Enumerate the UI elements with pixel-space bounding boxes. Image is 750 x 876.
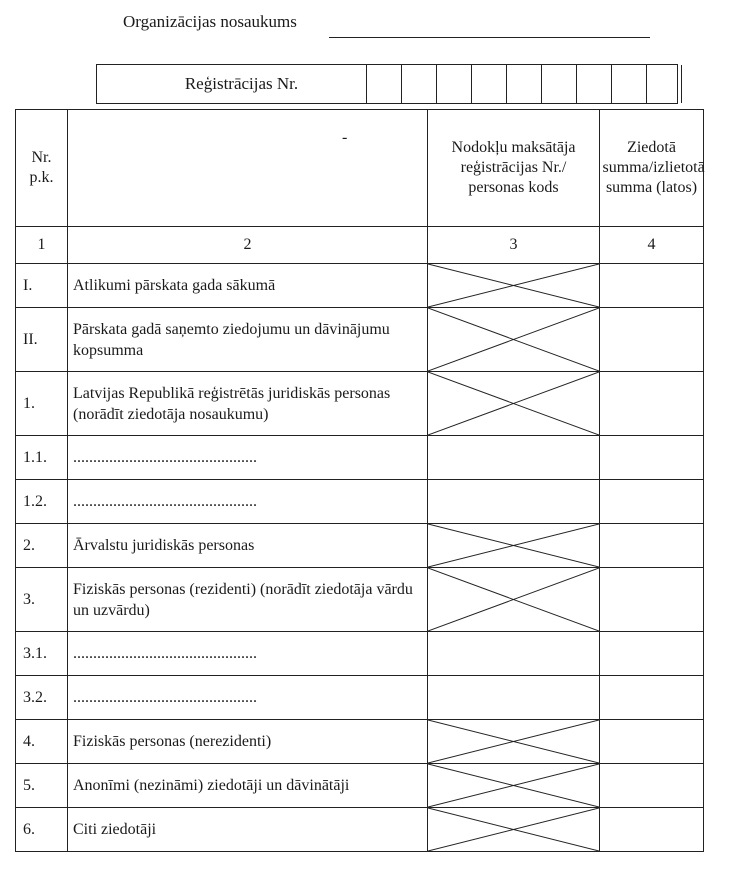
row-number: 1. (16, 372, 68, 436)
header-nr-label: Nr. p.k. (29, 149, 54, 186)
row-description: Pārskata gadā saņemto ziedojumu un dāvinājumu kopsumma (68, 308, 428, 372)
organization-name-field[interactable] (329, 37, 650, 38)
header-taxpayer-label: Nodokļu maksātāja reģistrācijas Nr./ personas kods (451, 139, 576, 196)
column-number: 1 (16, 227, 68, 264)
amount-cell[interactable] (600, 720, 704, 764)
row-description: Fiziskās personas (rezidenti) (norādīt ziedotāja vārdu un uzvārdu) (68, 568, 428, 632)
registration-digit-cell[interactable] (507, 65, 542, 103)
row-number: 1.2. (16, 480, 68, 524)
row-description: .............................................. (68, 676, 428, 720)
table-header-row (16, 110, 704, 227)
cross-out-mark (428, 264, 599, 307)
taxpayer-code-cell-crossed (428, 568, 600, 632)
column-number: 2 (68, 227, 428, 264)
header-amount-label: Ziedotā summa/izlietotā summa (latos) (602, 139, 705, 196)
taxpayer-code-cell-crossed (428, 524, 600, 568)
registration-digit-cell[interactable] (542, 65, 577, 103)
row-number: 1.1. (16, 436, 68, 480)
row-description: Latvijas Republikā reģistrētās juridiskās personas (norādīt ziedotāja nosaukumu) (68, 372, 428, 436)
row-description: .............................................. (68, 480, 428, 524)
row-number: 4. (16, 720, 68, 764)
row-description: Ārvalstu juridiskās personas (68, 524, 428, 568)
taxpayer-code-cell[interactable] (428, 436, 600, 480)
taxpayer-code-cell[interactable] (428, 632, 600, 676)
cross-out-mark (428, 568, 599, 631)
cross-out-mark (428, 372, 599, 435)
cross-out-mark (428, 308, 599, 371)
taxpayer-code-cell-crossed (428, 808, 600, 852)
row-number: 3.2. (16, 676, 68, 720)
amount-cell[interactable] (600, 808, 704, 852)
amount-cell[interactable] (600, 764, 704, 808)
row-description: .............................................. (68, 436, 428, 480)
amount-cell[interactable] (600, 480, 704, 524)
table-row (16, 808, 704, 852)
amount-cell[interactable] (600, 264, 704, 308)
taxpayer-code-cell-crossed (428, 720, 600, 764)
amount-cell[interactable] (600, 436, 704, 480)
taxpayer-code-cell[interactable] (428, 676, 600, 720)
column-number: 4 (600, 227, 704, 264)
header-nr (16, 110, 68, 227)
cross-out-mark (428, 524, 599, 567)
amount-cell[interactable] (600, 632, 704, 676)
taxpayer-code-cell-crossed (428, 264, 600, 308)
registration-digit-cell[interactable] (367, 65, 402, 103)
row-description: Fiziskās personas (nerezidenti) (68, 720, 428, 764)
table-row (16, 480, 704, 524)
cross-out-mark (428, 808, 599, 851)
header-dash: - (342, 129, 348, 146)
header-description (68, 110, 428, 227)
taxpayer-code-cell[interactable] (428, 480, 600, 524)
registration-digit-cell[interactable] (577, 65, 612, 103)
registration-number-box (96, 64, 678, 104)
registration-digit-cell[interactable] (647, 65, 682, 103)
registration-digit-cell[interactable] (402, 65, 437, 103)
amount-cell[interactable] (600, 308, 704, 372)
table-row (16, 764, 704, 808)
registration-digit-cell[interactable] (472, 65, 507, 103)
column-number-row (16, 227, 704, 264)
row-number: I. (16, 264, 68, 308)
amount-cell[interactable] (600, 676, 704, 720)
registration-digit-cell[interactable] (437, 65, 472, 103)
table-row (16, 264, 704, 308)
taxpayer-code-cell-crossed (428, 372, 600, 436)
table-row (16, 372, 704, 436)
row-number: 2. (16, 524, 68, 568)
table-row (16, 632, 704, 676)
cross-out-mark (428, 720, 599, 763)
amount-cell[interactable] (600, 568, 704, 632)
taxpayer-code-cell-crossed (428, 764, 600, 808)
table-row (16, 568, 704, 632)
registration-number-label: Reģistrācijas Nr. (97, 65, 367, 103)
cross-out-mark (428, 764, 599, 807)
header-amount (600, 110, 704, 227)
row-number: 6. (16, 808, 68, 852)
donations-table (15, 109, 704, 852)
table-row (16, 524, 704, 568)
column-number: 3 (428, 227, 600, 264)
row-description: Anonīmi (nezināmi) ziedotāji un dāvinātāji (68, 764, 428, 808)
table-row (16, 720, 704, 764)
header-taxpayer-code (428, 110, 600, 227)
row-number: 5. (16, 764, 68, 808)
row-number: II. (16, 308, 68, 372)
row-number: 3.1. (16, 632, 68, 676)
table-row (16, 308, 704, 372)
table-row (16, 436, 704, 480)
taxpayer-code-cell-crossed (428, 308, 600, 372)
row-number: 3. (16, 568, 68, 632)
registration-digit-cell[interactable] (612, 65, 647, 103)
amount-cell[interactable] (600, 372, 704, 436)
row-description: Citi ziedotāji (68, 808, 428, 852)
table-row (16, 676, 704, 720)
amount-cell[interactable] (600, 524, 704, 568)
row-description: Atlikumi pārskata gada sākumā (68, 264, 428, 308)
organization-name-label: Organizācijas nosaukums (123, 12, 297, 31)
row-description: .............................................. (68, 632, 428, 676)
